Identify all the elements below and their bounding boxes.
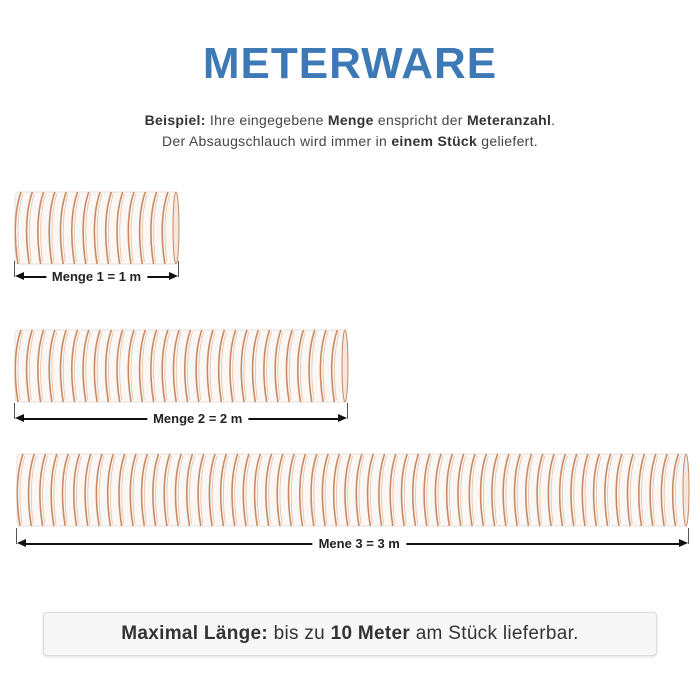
intro-text-segment: Der Absaugschlauch wird immer in [162,133,392,149]
intro-text-segment: . [551,112,556,128]
hose-body [15,330,346,402]
hose-graphic [14,326,349,406]
intro-lead: Beispiel: [144,112,206,128]
dimension-1m [14,269,179,285]
dimension-label-1m: Menge 1 = 1 m [46,268,147,285]
hose-end [342,330,348,402]
footer-bold-label: Maximal Länge: [121,623,269,644]
footer-bold-10-meter: 10 Meter [330,623,411,644]
hose-end [173,192,179,264]
dimension-3m [16,536,689,552]
max-length-box [43,612,657,656]
intro-line-1 [0,110,700,131]
intro-text-segment: enspricht der [373,112,467,128]
hose-graphic [16,450,690,530]
hose-1m [14,188,180,268]
intro-bold-einem-stueck: einem Stück [391,133,478,149]
footer-text-segment: am Stück lieferbar. [410,623,579,644]
dimension-label-2m: Menge 2 = 2 m [147,410,248,427]
dimension-2m [14,411,348,427]
hose-graphic [14,188,180,268]
hose-2m [14,326,349,406]
intro-bold-menge: Menge [327,112,374,128]
hose-body [17,454,687,526]
page-title: METERWARE [202,39,498,88]
intro-line-2 [0,131,700,152]
hose-end [683,454,689,526]
hose-3m [16,450,690,530]
footer-text-segment: bis zu [268,623,331,644]
intro-text [0,110,700,152]
dimension-label-3m: Mene 3 = 3 m [313,535,406,552]
intro-bold-meteranzahl: Meteranzahl [466,112,552,128]
intro-text-segment: Ihre eingegebene [205,112,328,128]
intro-text-segment: geliefert. [477,133,538,149]
